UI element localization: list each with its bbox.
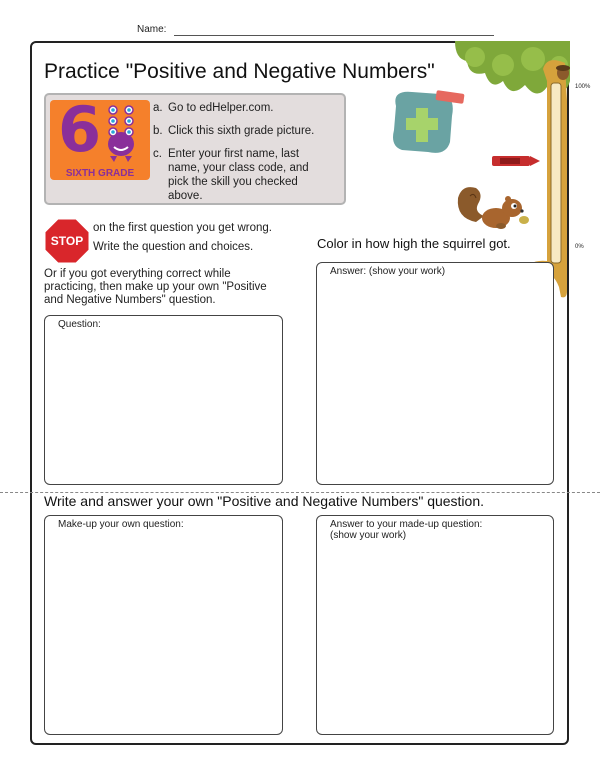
question-box[interactable] xyxy=(44,315,283,485)
step-b-letter: b. xyxy=(153,125,163,137)
thermometer-top-label: 100% xyxy=(575,84,591,90)
squirrel-prompt: Color in how high the squirrel got. xyxy=(317,236,511,251)
grade-label: SIXTH GRADE xyxy=(65,168,135,179)
makeup-question-label: Make-up your own question: xyxy=(58,519,184,530)
name-line[interactable] xyxy=(174,35,494,36)
thermometer-bottom-label: 0% xyxy=(575,244,584,250)
stop-line-2: Write the question and choices. xyxy=(93,241,254,253)
page-title: Practice "Positive and Negative Numbers" xyxy=(44,60,435,83)
makeup-answer-label: Answer to your made-up question: (show your work) xyxy=(330,519,483,541)
step-c-letter: c. xyxy=(153,148,162,160)
grade-number: 6 xyxy=(58,93,102,166)
makeup-question-box[interactable] xyxy=(44,515,283,735)
step-a-text: Go to edHelper.com. xyxy=(168,102,274,114)
monster-icon xyxy=(100,104,142,164)
stop-sign-text: STOP xyxy=(50,234,84,248)
question-label: Question: xyxy=(58,319,101,330)
name-label: Name: xyxy=(137,24,167,35)
step-b-text: Click this sixth grade picture. xyxy=(168,125,315,137)
step-c-text: Enter your first name, last name, your class code, and pick the skill you checked above. xyxy=(168,148,309,202)
stop-sign-icon xyxy=(44,218,90,264)
section-2-title: Write and answer your own "Positive and Negative Numbers" question. xyxy=(44,493,485,509)
stop-alternative-text: Or if you got everything correct while practicing, then make up your own "Positive and Negative Numbers" question. xyxy=(44,268,267,306)
stop-line-1: on the first question you get wrong. xyxy=(93,222,272,234)
answer-label: Answer: (show your work) xyxy=(330,266,446,277)
step-a-letter: a. xyxy=(153,102,163,114)
answer-box[interactable] xyxy=(316,262,554,485)
makeup-answer-box[interactable] xyxy=(316,515,554,735)
